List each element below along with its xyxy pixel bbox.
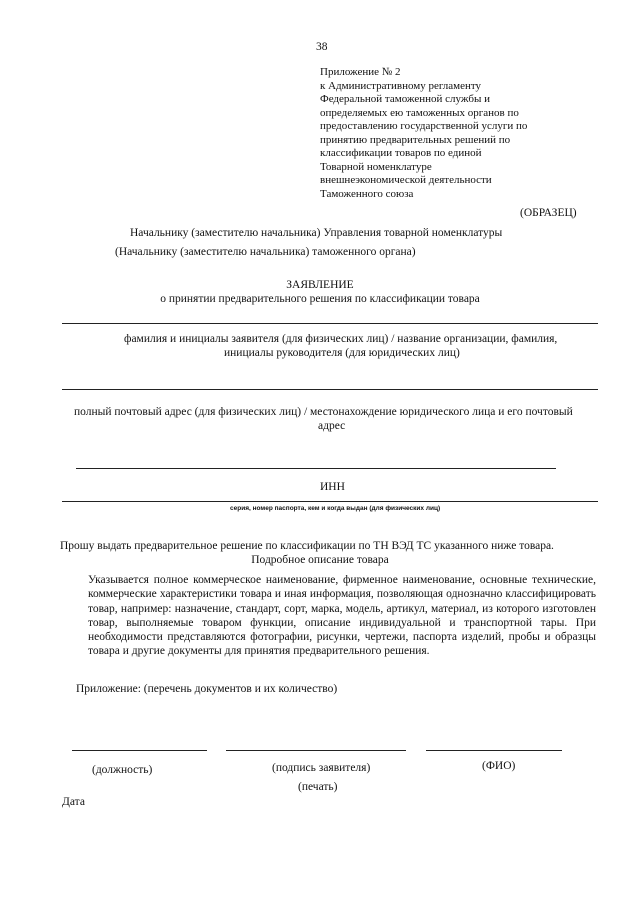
appendix-line: принятию предварительных решений по <box>320 133 511 146</box>
addressee-line-2: (Начальнику (заместителю начальника) таможенного органа) <box>115 246 416 258</box>
document-title: ЗАЯВЛЕНИЕ <box>286 279 354 291</box>
position-caption: (должность) <box>92 764 153 776</box>
address-line <box>62 389 598 390</box>
sample-mark: (ОБРАЗЕЦ) <box>520 207 577 219</box>
address-caption-1: полный почтовый адрес (для физических лиц) / местонахождение юридического лица и его почтовый <box>74 406 573 418</box>
appendix-line: к Административному регламенту <box>320 79 482 92</box>
signature-caption: (подпись заявителя) <box>272 762 371 774</box>
appendix-line: предоставлению государственной услуги по <box>320 120 528 132</box>
applicant-name-caption-1: фамилия и инициалы заявителя (для физических лиц) / название организации, фамилия, <box>124 333 558 345</box>
signature-line <box>226 750 406 751</box>
appendix-line: определяемых ею таможенных органов по <box>320 106 519 119</box>
appendix-line: внешнеэкономической деятельности <box>320 174 492 186</box>
description-heading: Подробное описание товара <box>251 554 389 566</box>
page-number: 38 <box>316 41 328 53</box>
appendix-line: Таможенного союза <box>320 187 414 200</box>
passport-line <box>62 501 598 502</box>
attachment-label: Приложение: (перечень документов и их количество) <box>76 683 338 695</box>
request-line: Прошу выдать предварительное решение по классификации по ТН ВЭД ТС указанного ниже товара. <box>60 540 554 552</box>
stamp-caption: (печать) <box>298 781 338 793</box>
applicant-name-line <box>62 323 598 324</box>
appendix-line: Приложение № 2 <box>320 66 401 78</box>
name-line <box>426 750 562 751</box>
applicant-name-caption-2: инициалы руководителя (для юридических лиц) <box>224 347 460 359</box>
address-caption-2: адрес <box>318 420 346 432</box>
appendix-header <box>320 66 580 201</box>
document-subtitle: о принятии предварительного решения по классификации товара <box>160 293 480 305</box>
description-text: Указывается полное коммерческое наименование, фирменное наименование, основные технические, коммерческие характеристики товара и иная информация, позволяющая однозначно классифицировать товар, например: назначение, стандарт, сорт, марка, модель, артикул, материал, из которого изготовлен товар, выполняемые товаром функции, описание индивидуальной и транспортной тары. При необходимости представляются фотографии, рисунки, чертежи, паспорта изделий, пробы и образцы товара и другие документы для принятия предварительного решения. <box>88 574 596 658</box>
appendix-line: Товарной номенклатуре <box>320 160 432 173</box>
passport-caption: серия, номер паспорта, кем и когда выдан (для физических лиц) <box>230 505 441 512</box>
inn-line <box>76 468 556 469</box>
name-caption: (ФИО) <box>482 760 516 772</box>
appendix-line: классификации товаров по единой <box>320 147 482 159</box>
date-label: Дата <box>62 796 85 808</box>
appendix-line: Федеральной таможенной службы и <box>320 93 490 105</box>
addressee-line-1: Начальнику (заместителю начальника) Управления товарной номенклатуры <box>130 227 503 239</box>
position-line <box>72 750 207 751</box>
inn-caption: ИНН <box>320 481 345 493</box>
